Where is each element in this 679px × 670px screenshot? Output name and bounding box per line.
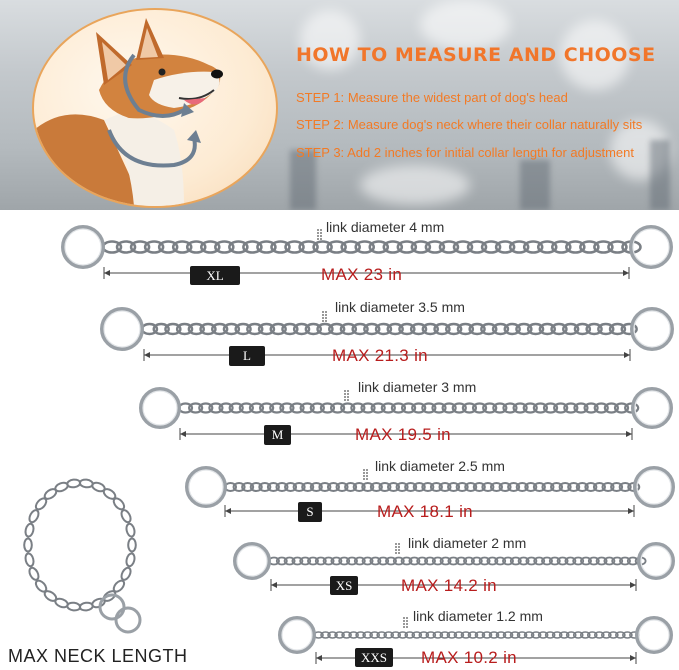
link-diameter-m: link diameter 3 mm xyxy=(358,379,477,395)
coiled-chain-link xyxy=(24,553,34,567)
coiled-chain-link xyxy=(28,509,41,524)
chain-ring-highlight-s xyxy=(637,470,671,504)
link-diameter-l: link diameter 3.5 mm xyxy=(335,299,465,315)
link-diameter-xl: link diameter 4 mm xyxy=(326,219,445,235)
max-length-s: MAX 18.1 in xyxy=(377,502,473,521)
chain-ring-right-xxs xyxy=(637,618,671,652)
coiled-chain-link xyxy=(112,497,126,512)
link-diameter-s: link diameter 2.5 mm xyxy=(375,458,505,474)
measure-arrow-right-xxs xyxy=(630,655,636,661)
coiled-chain-link xyxy=(120,566,133,581)
measure-arrow-left-xxs xyxy=(316,655,322,661)
chain-ring-highlight-xxs xyxy=(639,620,669,650)
coiled-chain-link xyxy=(120,509,133,524)
measure-arrow-left-xs xyxy=(271,582,277,588)
chain-ring-right-l xyxy=(632,309,672,349)
step-label: STEP 3: xyxy=(296,145,345,160)
chain-ring-highlight-xxs xyxy=(282,620,312,650)
chain-ring-left-xs xyxy=(235,544,269,578)
max-length-xs: MAX 14.2 in xyxy=(401,576,497,595)
max-neck-length-caption: MAX NECK LENGTH xyxy=(8,646,188,666)
chain-ring-left-l xyxy=(102,309,142,349)
step-highlight: for xyxy=(425,145,442,160)
link-diameter-xs: link diameter 2 mm xyxy=(408,535,527,551)
chain-ring-highlight-s xyxy=(189,470,223,504)
measure-arrow-right-s xyxy=(628,508,634,514)
chain-ring-right-xl xyxy=(631,227,671,267)
size-tag-m: M xyxy=(264,425,291,445)
chain-ring-highlight-xs xyxy=(237,546,267,576)
chain-ring-highlight-xl xyxy=(633,229,669,265)
step-text: their collar naturally sits xyxy=(502,117,643,132)
coiled-chain-link xyxy=(34,579,48,594)
max-length-l: MAX 21.3 in xyxy=(332,346,428,365)
step-text: Measure dog's neck xyxy=(347,117,468,132)
coiled-chain-link xyxy=(67,602,81,611)
size-tag-xl: XL xyxy=(190,266,240,285)
chain-ring-left-m xyxy=(141,389,179,427)
measure-arrow-right-xl xyxy=(623,270,629,276)
coiled-chain-link xyxy=(24,539,32,552)
step-text: part of dog's head xyxy=(460,90,568,105)
measure-arrow-right-m xyxy=(626,431,632,437)
link-diameter-xxs: link diameter 1.2 mm xyxy=(413,608,543,624)
measure-arrow-right-xs xyxy=(630,582,636,588)
coiled-chain-link xyxy=(28,566,41,581)
chain-ring-highlight-xl xyxy=(65,229,101,265)
chain-ring-left-s xyxy=(187,468,225,506)
max-length-xxs: MAX 10.2 in xyxy=(421,648,517,667)
step-text: initial collar length for adjustment xyxy=(441,145,634,160)
measure-arrow-left-s xyxy=(225,508,231,514)
measure-arrow-left-xl xyxy=(104,270,110,276)
chain-ring-highlight-l xyxy=(634,311,670,347)
chain-ring-right-xs xyxy=(639,544,673,578)
step-highlight: where xyxy=(467,117,503,132)
chain-ring-highlight-l xyxy=(104,311,140,347)
coiled-chain-link xyxy=(67,479,81,488)
step-label: STEP 2: xyxy=(296,117,345,132)
size-tag-l: L xyxy=(229,346,265,366)
size-tag-xxs: XXS xyxy=(355,648,393,667)
measure-arrow-left-m xyxy=(180,431,186,437)
step-highlight: widest xyxy=(423,90,461,105)
measure-arrow-left-l xyxy=(144,352,150,358)
step-text: Measure the xyxy=(347,90,424,105)
coiled-chain-link xyxy=(79,602,93,611)
chain-ring-left-xxs xyxy=(280,618,314,652)
coiled-chain-ring xyxy=(116,608,140,632)
coiled-chain-link xyxy=(128,539,136,552)
chain-ring-right-s xyxy=(635,468,673,506)
banner-title: HOW TO MEASURE AND CHOOSE xyxy=(296,44,656,66)
max-length-m: MAX 19.5 in xyxy=(355,425,451,444)
size-tag-xs: XS xyxy=(330,576,358,595)
max-length-xl: MAX 23 in xyxy=(321,265,403,284)
coiled-chain-link xyxy=(24,523,34,537)
chain-ring-highlight-m xyxy=(143,391,177,425)
chain-ring-left-xl xyxy=(63,227,103,267)
size-tag-s: S xyxy=(298,502,322,522)
chain-ring-highlight-m xyxy=(635,391,669,425)
coiled-chain-link xyxy=(125,523,135,537)
step-text: Add 2 inches xyxy=(347,145,426,160)
coiled-chain-link xyxy=(125,553,135,567)
coiled-chain-link xyxy=(79,479,93,488)
step-label: STEP 1: xyxy=(296,90,345,105)
measure-arrow-right-l xyxy=(624,352,630,358)
